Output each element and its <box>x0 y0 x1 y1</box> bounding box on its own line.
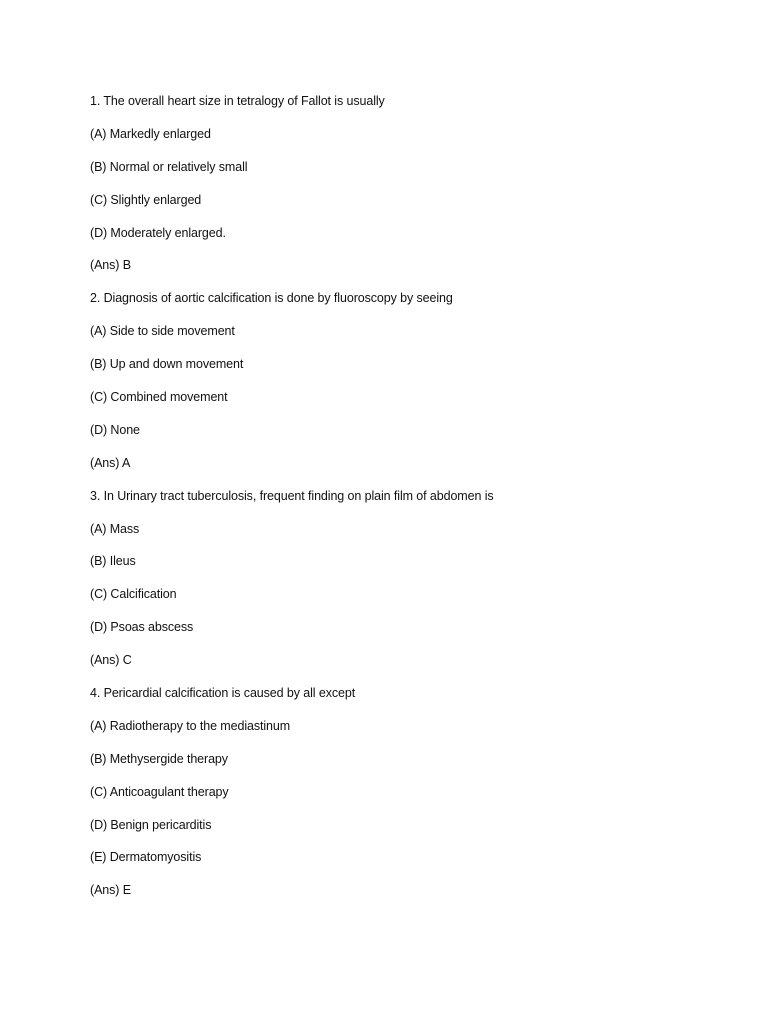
question-3-answer: (Ans) C <box>90 653 132 668</box>
question-2-text: 2. Diagnosis of aortic calcification is done by fluoroscopy by seeing <box>90 291 453 306</box>
question-2-option-c: (C) Combined movement <box>90 390 228 405</box>
question-2-answer: (Ans) A <box>90 455 131 470</box>
document-page <box>90 92 730 914</box>
question-1-option-a: (A) Markedly enlarged <box>90 126 211 141</box>
question-1-option-b: (B) Normal or relatively small <box>90 159 248 174</box>
question-1-option-d: (D) Moderately enlarged. <box>90 225 226 240</box>
question-2-option-d: (D) None <box>90 422 140 437</box>
question-4-option-b: (B) Methysergide therapy <box>90 751 228 766</box>
question-4-option-e: (E) Dermatomyositis <box>90 850 202 865</box>
question-4-answer: (Ans) E <box>90 883 131 898</box>
question-1-answer: (Ans) B <box>90 258 131 273</box>
question-4-text: 4. Pericardial calcification is caused by all except <box>90 686 356 701</box>
question-1-option-c: (C) Slightly enlarged <box>90 192 202 207</box>
question-4-option-d: (D) Benign pericarditis <box>90 817 212 832</box>
question-3-option-b: (B) Ileus <box>90 554 136 569</box>
question-3-option-a: (A) Mass <box>90 521 140 536</box>
question-3-option-d: (D) Psoas abscess <box>90 620 194 635</box>
question-4-option-a: (A) Radiotherapy to the mediastinum <box>90 718 291 733</box>
question-4-option-c: (C) Anticoagulant therapy <box>90 784 229 799</box>
question-3-option-c: (C) Calcification <box>90 587 177 602</box>
question-1-text: 1. The overall heart size in tetralogy of Fallot is usually <box>90 94 385 108</box>
question-2-option-b: (B) Up and down movement <box>90 357 244 372</box>
question-2-option-a: (A) Side to side movement <box>90 324 235 339</box>
question-3-text: 3. In Urinary tract tuberculosis, frequent finding on plain film of abdomen is <box>90 488 494 503</box>
